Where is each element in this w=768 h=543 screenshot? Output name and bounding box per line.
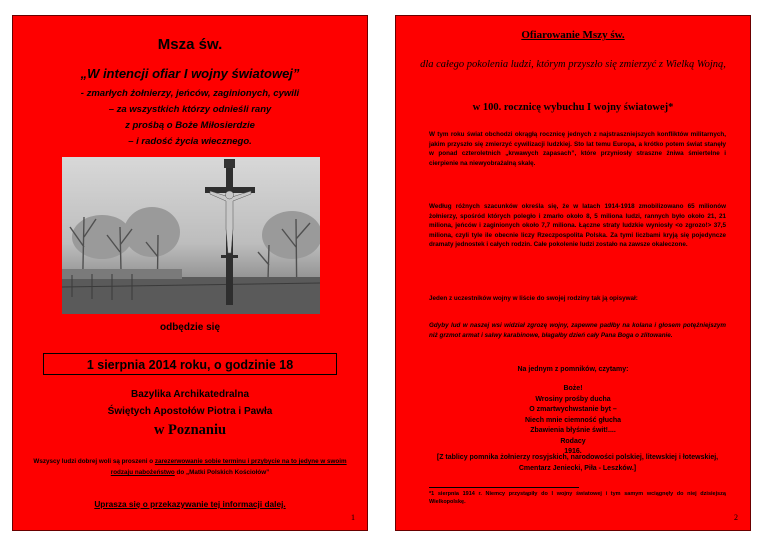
paragraph: Jeden z uczestników wojny w liście do swojej rodziny tak ją opisywał: [429,295,638,302]
mass-intention: „W intencji ofiar I wojny światowej” [80,66,300,81]
intention-line: z prośbą o Boże Miłosierdzie [125,120,255,131]
will-take-place-text: odbędzie się [159,322,220,333]
dedication-text: dla całego pokolenia ludzi, którym przyszło się zmierzyć z Wielką Wojną, [420,59,726,70]
intention-line: – za wszystkich którzy odnieśli rany [108,104,272,115]
inscription-line: 1916. [564,448,582,455]
inscription-line: Niech mnie ciemność głucha [524,416,622,424]
intention-lines [13,86,367,150]
intention-line: – i radość życia wiecznego. [128,136,252,147]
inscription-line: Boże! [563,385,583,392]
church-line-1: Bazylika Archikatedralna [130,389,250,400]
left-page [12,15,368,531]
inscription-line: Rodacy [560,437,586,445]
invitation-text [13,456,367,478]
right-page [395,15,751,531]
mass-title: Msza św. [157,36,223,53]
inscription-source: [Z tablicy pomnika żołnierzy rosyjskich, narodowości polskiej, litewskiej i łotewskiej, Cmentarz Jeniecki, Piła - Leszków.] [436,454,719,472]
paragraph: Według różnych szacunków określa się, że w latach 1914-1918 zmobilizowano 65 milionów żołnierzy, spośród których poległo i zmarło około 8, 5 miliona ludzi, rannych było około 21, 21 miliona, jeńców i zaginionych około 7,7 miliona. Łączne straty ludzkie wyniosły <o zgrozo!> 37,5 miliona, czyli tyle ile obecnie liczy Rzeczpospolita Polska. Za tymi liczbami kryją się pojedyncze dramaty jednostek i całych rodzin. Całe pokolenie ludzi zostało na zawsze okaleczone. [429,203,726,248]
paragraph: W tym roku świat obchodzi okrągłą rocznicę jednych z najstraszniejszych konfliktów militarnych, jakim przyszło się zmierzyć cywilizacji ludzkiej. Sto lat temu Europa, a krótko potem świat stanęły w ponad czteroletnich „krwawych zapasach”, które przyniosły straszne żniwa śmiertelne i cierpienie na niewyobrażalną skalę. [429,131,726,167]
inscription-line: O zmartwychwstanie byt – [529,406,617,413]
inscription-line: Zbawienia błyśnie świt!.... [530,427,616,434]
footnote-divider [429,487,579,488]
invitation-underlined: zarezerwowanie sobie terminu i przybycie na to jedyne w swoim rodzaju nabożeństwo [110,458,347,476]
city-name: w Poznaniu [153,422,227,438]
invitation-prefix: Wszyscy ludzi dobrej woli są proszeni o [33,458,155,465]
church-name [13,386,367,420]
letter-quote: Gdyby lud w naszej wsi widział zgrozę wojny, zapewne padłby na kolana i głosem potężniejszym niż grzmot armat i salwy karabinowe, błagałby dzień cały Pana Boga o zlitowanie. [429,322,726,339]
anniversary-heading: w 100. rocznicę wybuchu I wojny światowej* [472,102,674,113]
date-time-box: 1 sierpnia 2014 roku, o godzinie 18 [43,353,337,375]
footnote: *1 sierpnia 1914 r. Niemcy przystąpiły do I wojny światowej i tym samym wciągnęły do niej dzisiejszą Wielkopolskę. [429,491,726,505]
monument-inscription [396,384,750,458]
monument-intro: Na jednym z pomników, czytamy: [517,366,629,373]
crucifix-photo [62,157,320,314]
offering-title: Ofiarowanie Mszy św. [521,29,625,41]
page-number: 1 [351,513,355,522]
church-line-2: Świętych Apostołów Piotra i Pawła [107,406,273,417]
inscription-line: Wrosiny prośby ducha [535,395,611,403]
intention-line: - zmarłych żołnierzy, jeńców, zaginionych, cywili [80,88,300,99]
page-number: 2 [734,513,738,522]
share-request: Uprasza się o przekazywanie tej informacji dalej. [94,499,286,509]
invitation-suffix: do „Matki Polskich Kościołów” [174,469,270,476]
